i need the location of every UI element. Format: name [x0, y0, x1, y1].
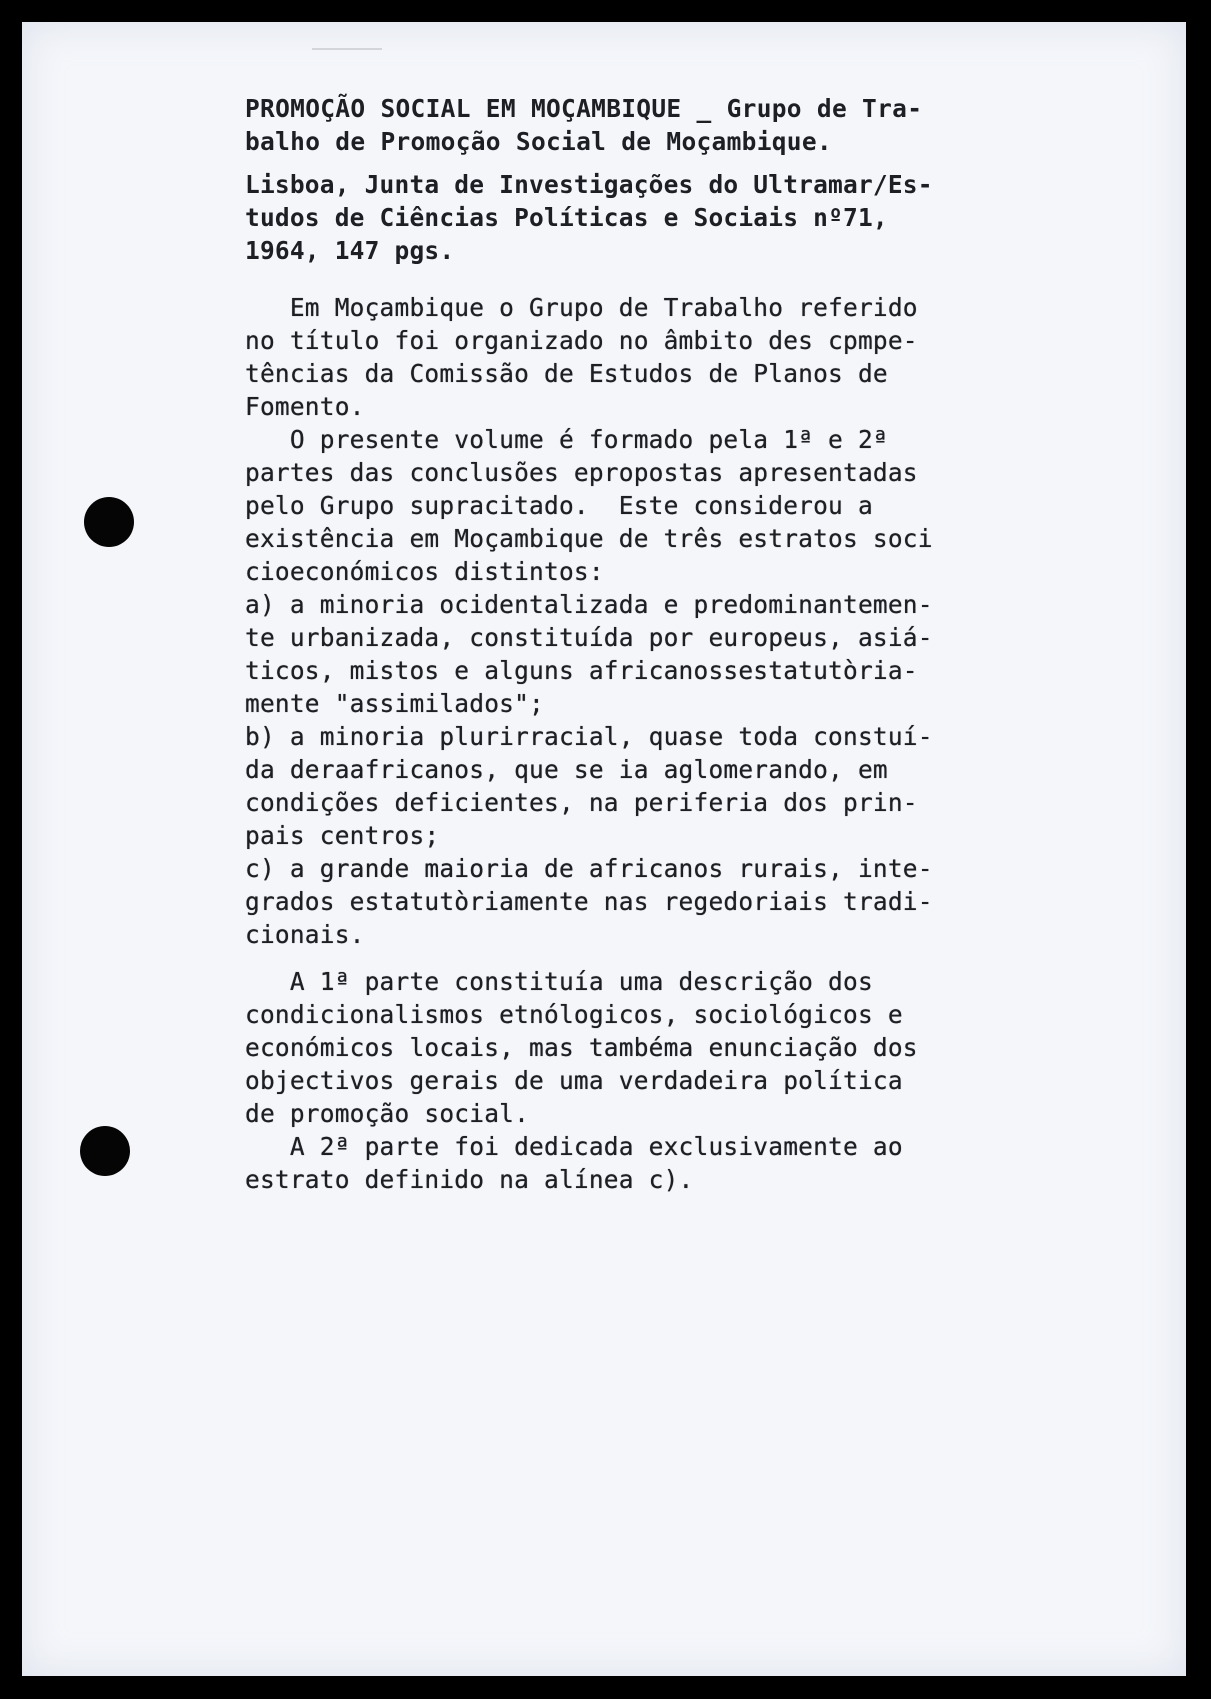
list-item-line: c) a grande maioria de africanos rurais, inte- [245, 854, 933, 883]
paragraph-2 [245, 423, 1175, 588]
list-item-line: pais centros; [245, 821, 440, 850]
list-item-b [245, 720, 1175, 852]
title-line: PROMOÇÃO SOCIAL EM MOÇAMBIQUE _ Grupo de Tra- [245, 94, 923, 123]
paragraph-line: de promoção social. [245, 1099, 530, 1128]
paragraph-line: no título foi organizado no âmbito des cpmpe- [245, 326, 918, 355]
list-item-line: te urbanizada, constituída por europeus, asiá- [245, 623, 933, 652]
paragraph-line: existência em Moçambique de três estratos soci [245, 524, 933, 553]
punch-hole-top [84, 497, 134, 547]
paragraph-line: condicionalismos etnólogicos, sociológicos e [245, 1000, 903, 1029]
paragraph-line: estrato definido na alínea c). [245, 1165, 694, 1194]
list-item-line: grados estatutòriamente nas regedoriais tradi- [245, 887, 933, 916]
title-block [245, 92, 1175, 158]
list-item-line: b) a minoria plurirracial, quase toda constuí- [245, 722, 933, 751]
citation-line: 1964, 147 pgs. [245, 236, 455, 265]
paragraph-line: Fomento. [245, 392, 365, 421]
title-line: balho de Promoção Social de Moçambique. [245, 127, 832, 156]
paragraph-1 [245, 291, 1175, 423]
paragraph-line: Em Moçambique o Grupo de Trabalho referido [245, 293, 918, 322]
paragraph-line: tências da Comissão de Estudos de Planos de [245, 359, 888, 388]
citation-line: tudos de Ciências Políticas e Sociais nº71, [245, 203, 888, 232]
citation-line: Lisboa, Junta de Investigações do Ultramar/Es- [245, 170, 933, 199]
paragraph-line: económicos locais, mas tambéma enunciação dos [245, 1033, 918, 1062]
paper-smudge [312, 48, 382, 50]
list-item-c [245, 852, 1175, 951]
list-item-line: a) a minoria ocidentalizada e predominantemen- [245, 590, 933, 619]
document-text [245, 92, 1175, 1196]
paragraph-line: A 2ª parte foi dedicada exclusivamente ao [245, 1132, 903, 1161]
paragraph-line: O presente volume é formado pela 1ª e 2ª [245, 425, 888, 454]
paragraph-3 [245, 965, 1175, 1196]
list-item-line: cionais. [245, 920, 365, 949]
paragraph-line: A 1ª parte constituía uma descrição dos [245, 967, 873, 996]
citation-block [245, 168, 1175, 267]
list-item-a [245, 588, 1175, 720]
paragraph-line: pelo Grupo supracitado. Este considerou a [245, 491, 873, 520]
list-item-line: da deraafricanos, que se ia aglomerando, em [245, 755, 888, 784]
paragraph-line: cioeconómicos distintos: [245, 557, 604, 586]
paragraph-line: partes das conclusões epropostas apresentadas [245, 458, 918, 487]
list-item-line: condições deficientes, na periferia dos prin- [245, 788, 918, 817]
list-item-line: mente "assimilados"; [245, 689, 545, 718]
list-item-line: ticos, mistos e alguns africanossestatutòria- [245, 656, 918, 685]
paragraph-line: objectivos gerais de uma verdadeira política [245, 1066, 903, 1095]
punch-hole-bottom [80, 1126, 130, 1176]
